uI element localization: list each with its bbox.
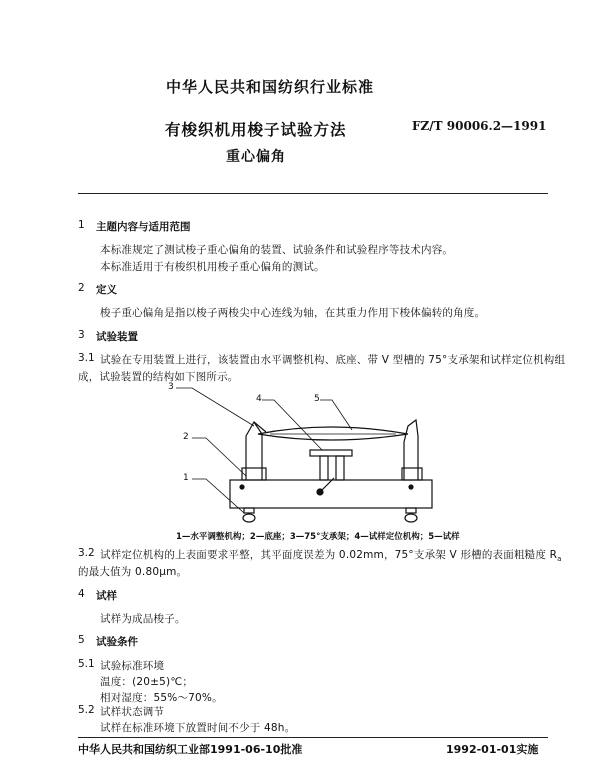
- standard-number: FZ/T 90006.2—1991: [412, 119, 547, 133]
- leveling-screw-left: [243, 514, 255, 522]
- clause-5-1-humidity: 相对湿度：55%～70%。: [100, 692, 223, 704]
- section-3-number: 3: [78, 329, 85, 341]
- approval-line: 中华人民共和国纺织工业部1991-06-10批准: [78, 743, 303, 756]
- leveling-foot-right: [406, 508, 416, 513]
- effective-date: 1992-01-01实施: [446, 743, 539, 756]
- section-1-number: 1: [78, 219, 85, 231]
- clause-5-2-title: 试样状态调节: [100, 706, 165, 718]
- section-4-number: 4: [78, 588, 85, 600]
- base-outline: [230, 480, 432, 508]
- callout-line-2: [192, 438, 246, 476]
- callout-line-4: [262, 400, 322, 450]
- base-hole-left: [240, 485, 244, 489]
- clause-5-1-number: 5.1: [78, 658, 95, 670]
- clause-3-2-number: 3.2: [78, 547, 95, 559]
- clause-3-1-number: 3.1: [78, 352, 95, 364]
- callout-line-5: [320, 400, 352, 430]
- clause-5-1-title: 试验标准环境: [100, 660, 165, 672]
- positioning-plate: [310, 450, 352, 456]
- org-title: 中华人民共和国纺织行业标准: [166, 78, 375, 96]
- figure-callout-4: 4: [256, 394, 262, 404]
- figure-callout-1: 1: [183, 473, 189, 483]
- leveling-screw-right: [405, 514, 417, 522]
- clause-5-2-number: 5.2: [78, 704, 95, 716]
- section-1-paragraph-2: 本标准适用于有梭织机用梭子重心偏角的测试。: [100, 261, 325, 273]
- clause-3-2-text: 试样定位机构的上表面要求平整，其平面度误差为 0.02mm，75°支承架 V 形槽的表面粗糙度 R: [100, 549, 558, 561]
- figure-callout-3: 3: [168, 382, 174, 392]
- roughness-subscript: a: [557, 555, 562, 564]
- test-apparatus-figure: [170, 382, 460, 532]
- section-4-paragraph-1: 试样为成品梭子。: [100, 613, 186, 625]
- section-4-title: 试样: [96, 590, 117, 602]
- doc-title: 有梭织机用梭子试验方法: [165, 121, 347, 139]
- figure-caption: 1—水平调整机构；2—底座；3—75°支承架；4—试样定位机构；5—试样: [176, 532, 460, 542]
- footer-rule: [78, 737, 548, 738]
- leveling-foot-left: [244, 508, 254, 513]
- section-1-paragraph-1: 本标准规定了测试梭子重心偏角的装置、试验条件和试验程序等技术内容。: [100, 244, 454, 256]
- clause-3-2-line-2: 的最大值为 0.80μm。: [78, 566, 188, 578]
- clause-5-2-line-1: 试样在标准环境下放置时间不少于 48h。: [100, 722, 296, 734]
- callout-line-3: [176, 388, 254, 426]
- support-right: [404, 420, 418, 480]
- clause-3-1-line-2: 成，试验装置的结构如下图所示。: [78, 371, 239, 383]
- support-left: [246, 422, 262, 480]
- section-2-title: 定义: [96, 284, 117, 296]
- section-5-title: 试验条件: [96, 636, 138, 648]
- clause-3-2-line-1: [100, 547, 562, 563]
- clause-5-1-temperature: 温度：(20±5)℃；: [100, 676, 194, 688]
- doc-subtitle: 重心偏角: [226, 149, 286, 165]
- section-2-number: 2: [78, 282, 85, 294]
- section-2-paragraph-1: 梭子重心偏角是指以梭子两梭尖中心连线为轴，在其重力作用下梭体偏转的角度。: [100, 307, 486, 319]
- clause-3-1-line-1: 试验在专用装置上进行，该装置由水平调整机构、底座、带 V 型槽的 75°支承架和试样定位机构组: [100, 354, 566, 366]
- figure-callout-5: 5: [314, 394, 320, 404]
- section-5-number: 5: [78, 634, 85, 646]
- base-hole-right: [409, 485, 413, 489]
- section-3-title: 试验装置: [96, 331, 138, 343]
- header-rule: [78, 193, 548, 194]
- figure-callout-2: 2: [183, 432, 189, 442]
- shuttle-specimen: [258, 427, 408, 440]
- section-1-title: 主题内容与适用范围: [96, 221, 191, 233]
